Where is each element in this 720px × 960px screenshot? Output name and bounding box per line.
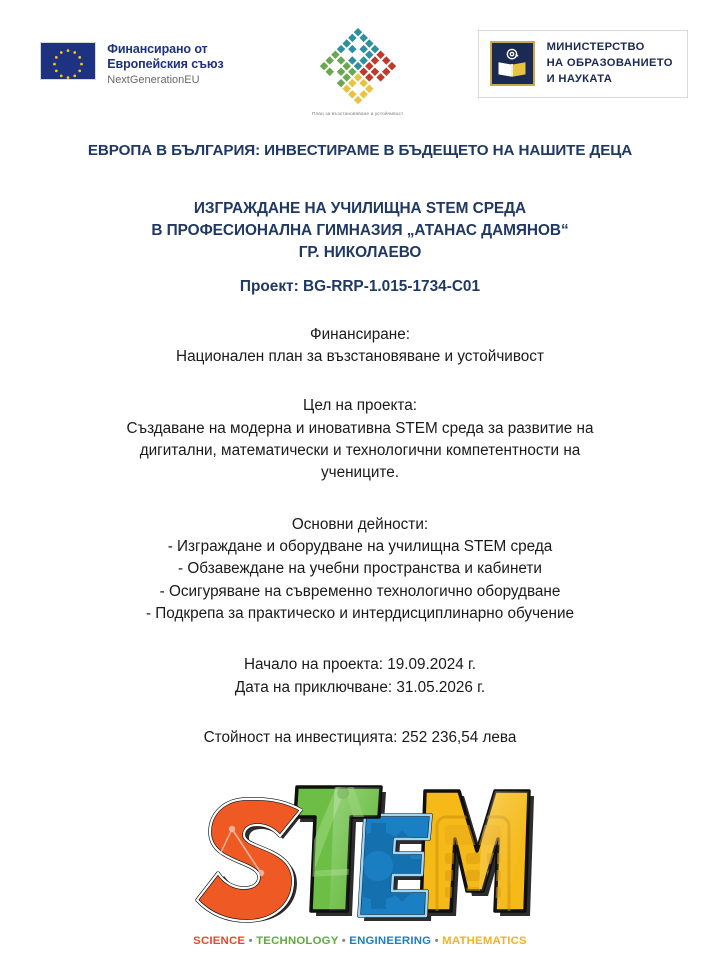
- project-details: [0, 324, 720, 750]
- stem-tagline: [193, 935, 527, 947]
- recovery-plan-caption: План за възстановяване и устойчивост: [311, 110, 404, 117]
- eu-funding-logo: [40, 42, 223, 87]
- tagline-separator: •: [434, 935, 439, 948]
- ministry-logo-text: [547, 40, 673, 88]
- page-headline: ЕВРОПА В БЪЛГАРИЯ: ИНВЕСТИРАМЕ В БЪДЕЩЕТО НА НАШИТЕ ДЕЦА: [87, 142, 633, 159]
- activity-item: - Осигуряване на съвременно технологично оборудване: [159, 582, 561, 600]
- project-end-date: Дата на приключване: 31.05.2026 г.: [234, 678, 486, 696]
- investment-section: [0, 727, 720, 749]
- goal-label: Цел на проекта:: [303, 397, 417, 415]
- activities-section: [0, 514, 720, 626]
- goal-line3: учениците.: [320, 464, 399, 482]
- activities-label: Основни дейности:: [291, 515, 429, 533]
- eu-flag-icon: [40, 42, 96, 80]
- activity-item: - Подкрепа за практическо и интердисциплинарно обучение: [145, 604, 575, 622]
- logo-bar: [0, 0, 720, 118]
- ministry-line2: НА ОБРАЗОВАНИЕТО: [546, 56, 673, 69]
- ministry-of-education-logo: [478, 30, 688, 98]
- project-title-line1: ИЗГРАЖДАНЕ НА УЧИЛИЩНА STEM СРЕДА: [193, 200, 527, 217]
- ministry-line1: МИНИСТЕРСТВО: [546, 41, 645, 53]
- stem-logo: [0, 769, 720, 947]
- tagline-engineering: ENGINEERING: [349, 935, 432, 948]
- goal-section: [0, 395, 720, 484]
- project-code: Проект: BG-RRP-1.015-1734-C01: [239, 277, 481, 295]
- recovery-resilience-plan-logo: [288, 28, 428, 116]
- activity-item: - Изграждане и оборудване на училищна STEM среда: [167, 537, 553, 555]
- project-title-line2: В ПРОФЕСИОНАЛНА ГИМНАЗИЯ „АТАНАС ДАМЯНОВ“: [151, 222, 569, 240]
- ministry-line3: И НАУКАТА: [546, 72, 613, 85]
- project-title-block: [0, 198, 720, 298]
- funding-value: Национален план за възстановяване и устойчивост: [176, 348, 544, 366]
- stem-letters-icon: [185, 769, 535, 934]
- eu-logo-text: [107, 42, 223, 87]
- tagline-science: SCIENCE: [193, 935, 246, 948]
- goal-line1: Създаване на модерна и иновативна STEM среда за развитие на: [126, 419, 594, 437]
- project-title-line3: ГР. НИКОЛАЕВО: [298, 244, 422, 262]
- eu-text-line2: Европейския съюз: [107, 56, 224, 71]
- tagline-separator: •: [341, 935, 346, 948]
- ministry-book-icon: [490, 41, 535, 86]
- funding-label: Финансиране:: [310, 325, 410, 343]
- funding-section: [0, 324, 720, 369]
- tagline-mathematics: MATHEMATICS: [442, 935, 527, 948]
- eu-text-nextgeneration: NextGenerationEU: [107, 74, 200, 86]
- tagline-technology: TECHNOLOGY: [256, 935, 339, 948]
- investment-value: Стойност на инвестицията: 252 236,54 лева: [203, 728, 517, 746]
- goal-line2: дигитални, математически и технологични компетентности на: [139, 442, 581, 459]
- activity-item: - Обзавеждане на учебни пространства и кабинети: [178, 560, 542, 578]
- tagline-separator: •: [248, 935, 253, 948]
- eu-text-line1: Финансирано от: [107, 42, 208, 56]
- recovery-plan-diamond-icon: [310, 28, 406, 108]
- project-start-date: Начало на проекта: 19.09.2024 г.: [243, 656, 477, 674]
- dates-section: [0, 654, 720, 699]
